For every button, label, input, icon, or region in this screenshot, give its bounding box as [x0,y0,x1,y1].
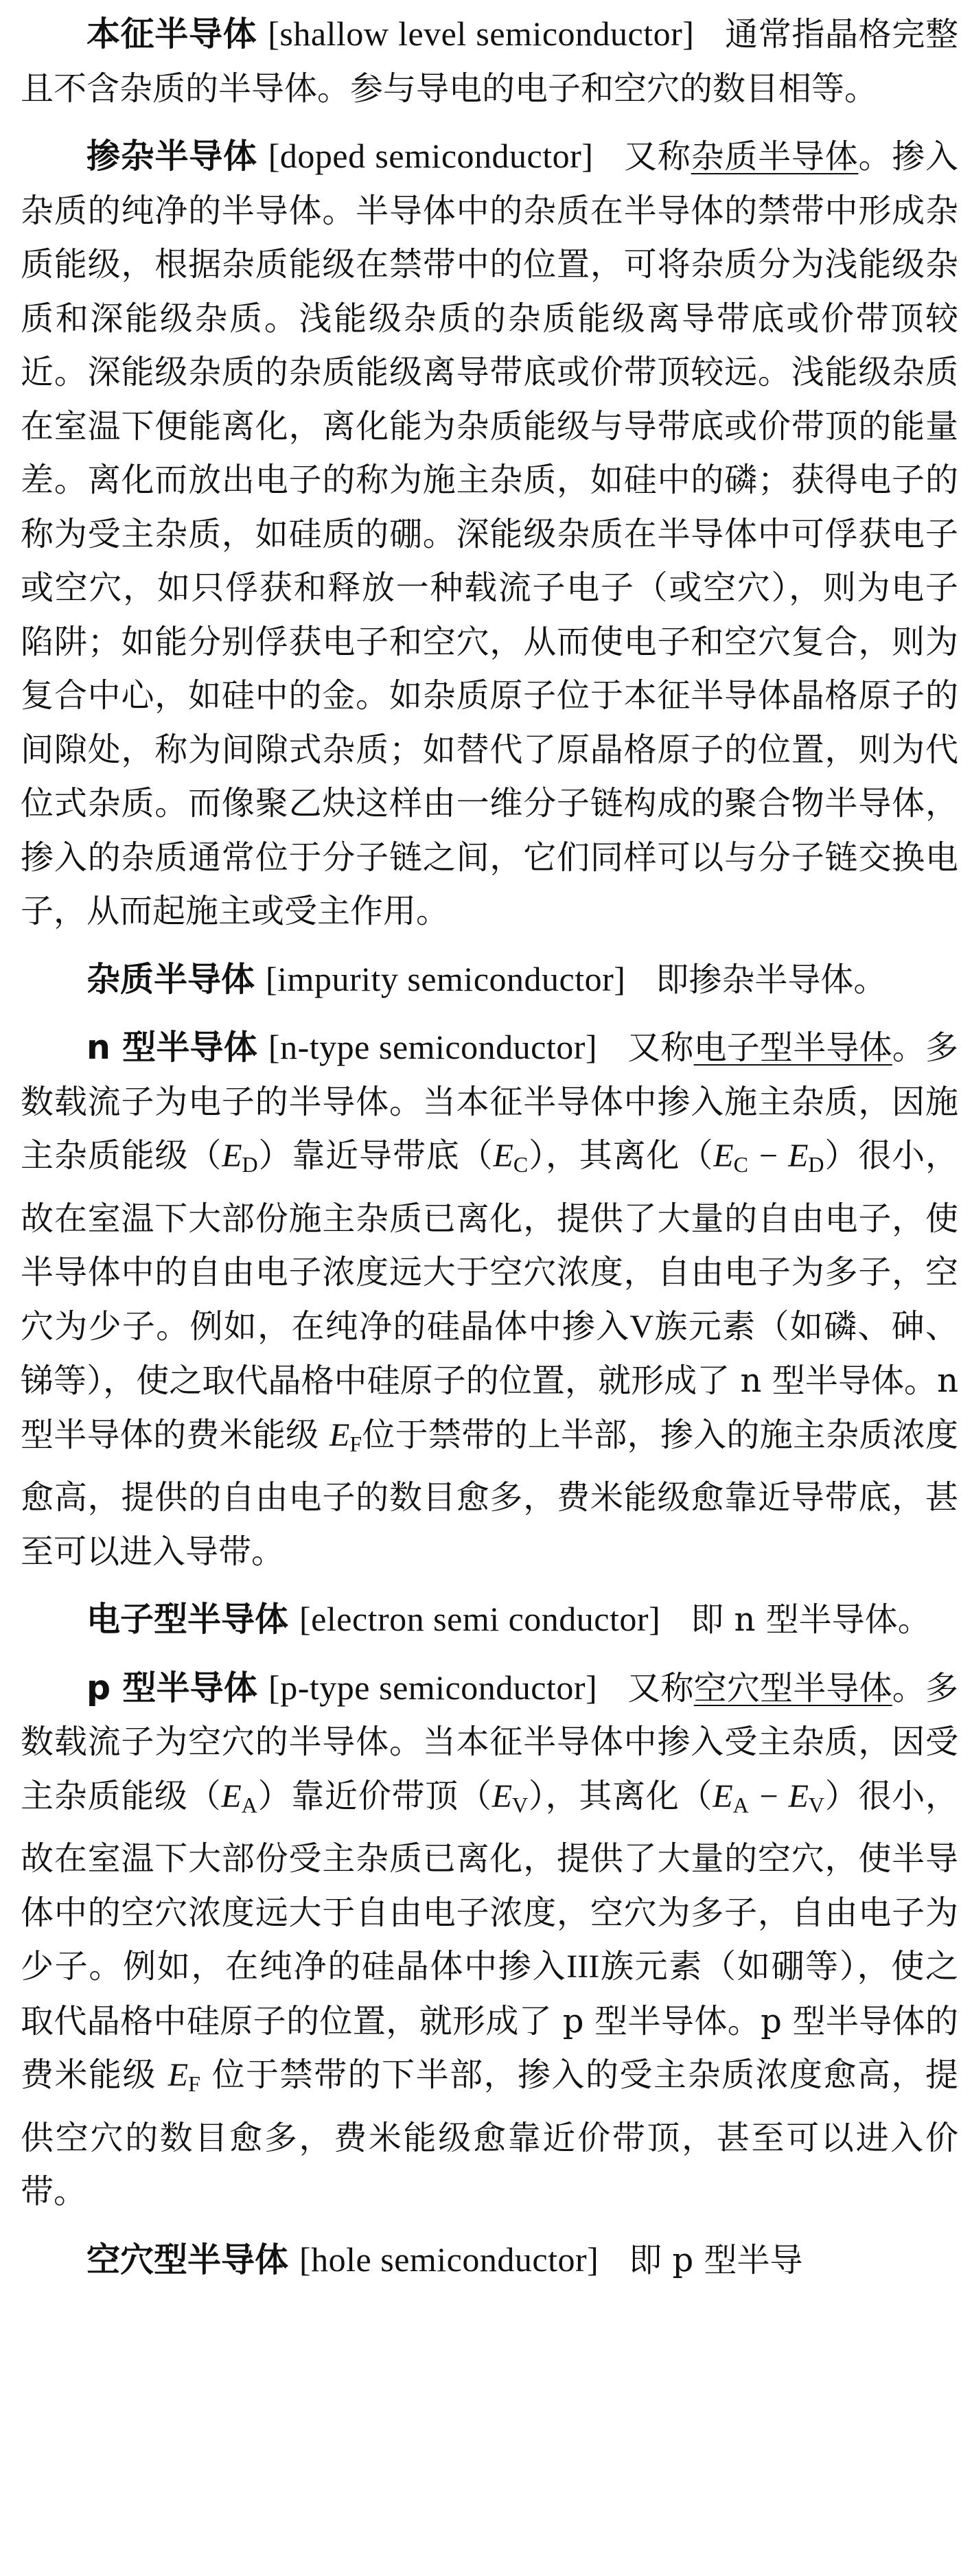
math-conduction-band-bottom: $E_C$ [493,1138,529,1177]
entry-term: 掺杂半导体 [86,137,257,176]
group-numeral: III [566,1948,600,1985]
entry-english-term: [p-type semiconductor] [268,1668,598,1707]
math-valence-band-top: $E_V$ [491,1778,529,1817]
entry-term: 杂质半导体 [86,959,255,999]
entry-definition: 通常指晶格完整且不含杂质的半导体。参与导电的电子和空穴的数目相等。 [21,15,958,108]
entry-definition-part: ）很小，故在室温下大部份受主杂质已离化，提供了大量的空穴，使半导体中的空穴浓度远大于自由电子浓度，空穴为多子，自由电子为少子。例如，在纯净的硅晶体中掺入 [21,1776,958,1986]
entry-definition-part: 。多数载流子为空穴的半导体。当本征半导体中掺入受主杂质，因受主杂质能级（ [21,1668,958,1815]
entry-term: p 型半导体 [86,1668,258,1707]
math-donor-level: $E_D$ [222,1138,258,1177]
entry-definition: 即 p 型半导 [629,2240,803,2279]
math-ionization-energy: $E_A - E_V$ [713,1778,825,1817]
entry-intrinsic-semiconductor [21,7,958,115]
entry-lead-text: 又称 [627,1668,694,1707]
math-ionization-energy: $E_C - E_D$ [713,1138,824,1177]
entry-n-type-semiconductor [21,1020,958,1578]
group-numeral: V [629,1308,654,1345]
entry-definition-part: ），其离化（ [528,1776,713,1815]
entry-definition-part: 位于禁带的上半部，掺入的施主杂质浓度愈高，提供的自由电子的数目愈多，费米能级愈靠近导带底，甚至可以进入导带。 [21,1415,958,1571]
entry-electron-semiconductor [21,1592,958,1647]
entry-english-term: [electron semi conductor] [299,1600,661,1638]
entry-definition-part: 。多数载流子为电子的半导体。当本征半导体中掺入施主杂质，因施主杂质能级（ [21,1028,958,1175]
entry-definition-part: ）靠近导带底（ [257,1136,494,1175]
entry-definition: 。掺入杂质的纯净的半导体。半导体中的杂质在半导体的禁带中形成杂质能级，根据杂质能级在禁带中的位置，可将杂质分为浅能级杂质和深能级杂质。浅能级杂质的杂质能级离导带底或价带顶较近。深能级杂质的杂质能级离导带底或价带顶较远。浅能级杂质在室温下便能离化，离化能为杂质能级与导带底或价带顶的能量差。离化而放出电子的称为施主杂质，如硅中的磷；获得电子的称为受主杂质，如硅质的硼。深能级杂质在半导体中可俘获电子或空穴，如只俘获和释放一种载流子电子（或空穴），则为电子陷阱；如能分别俘获电子和空穴，从而使电子和空穴复合，则为复合中心，如硅中的金。如杂质原子位于本征半导体晶格原子的间隙处，称为间隙式杂质；如替代了原晶格原子的位置，则为代位式杂质。而像聚乙炔这样由一维分子链构成的聚合物半导体，掺入的杂质通常位于分子链之间，它们同样可以与分子链交换电子，从而起施主或受主作用。 [21,137,958,930]
entry-term: 电子型半导体 [86,1600,289,1639]
entry-english-term: [shallow level semiconductor] [268,14,695,53]
entry-hole-semiconductor [21,2233,958,2288]
entry-doped-semiconductor [21,129,958,939]
math-fermi-level: $E_F$ [329,1416,362,1456]
math-acceptor-level: $E_A$ [221,1778,257,1817]
entry-lead-text: 又称 [623,137,691,176]
entry-impurity-semiconductor [21,952,958,1007]
entry-english-term: [hole semiconductor] [299,2240,599,2279]
entry-synonym-link: 杂质半导体 [691,137,859,176]
entry-definition-part: 族元素（如硼等），使之取代晶格中硅原子的位置，就形成了 p 型半导体。p 型半导体的费米能级 [21,1947,958,2094]
entry-definition: 即 n 型半导体。 [691,1600,931,1639]
entry-english-term: [n-type semiconductor] [268,1028,598,1066]
entry-definition-part: ）很小，故在室温下大部份施主杂质已离化，提供了大量的自由电子，使半导体中的自由电子浓度远大于空穴浓度，自由电子为多子，空穴为少子。例如，在纯净的硅晶体中掺入 [21,1136,958,1346]
entry-definition: 即掺杂半导体。 [656,960,887,999]
entry-term: 本征半导体 [86,14,257,54]
entry-english-term: [impurity semiconductor] [266,959,626,998]
entry-term: n 型半导体 [86,1028,257,1067]
entry-english-term: [doped semiconductor] [268,137,594,175]
entry-definition-part: ），其离化（ [528,1136,714,1175]
entry-p-type-semiconductor [21,1661,958,2219]
entry-lead-text: 又称 [627,1028,694,1067]
entry-definition-part: 族元素（如磷、砷、锑等），使之取代晶格中硅原子的位置，就形成了 n 型半导体。n 型半导体的费米能级 [21,1307,958,1454]
entry-definition-part: ）靠近价带顶（ [257,1776,492,1815]
entry-synonym-link: 电子型半导体 [693,1028,892,1067]
entry-synonym-link: 空穴型半导体 [693,1668,892,1707]
entry-term: 空穴型半导体 [86,2240,289,2279]
entry-definition-part: 位于禁带的下半部，掺入的受主杂质浓度愈高，提供空穴的数目愈多，费米能级愈靠近价带顶，甚至可以进入价带。 [21,2056,958,2211]
math-fermi-level: $E_F$ [167,2057,200,2096]
